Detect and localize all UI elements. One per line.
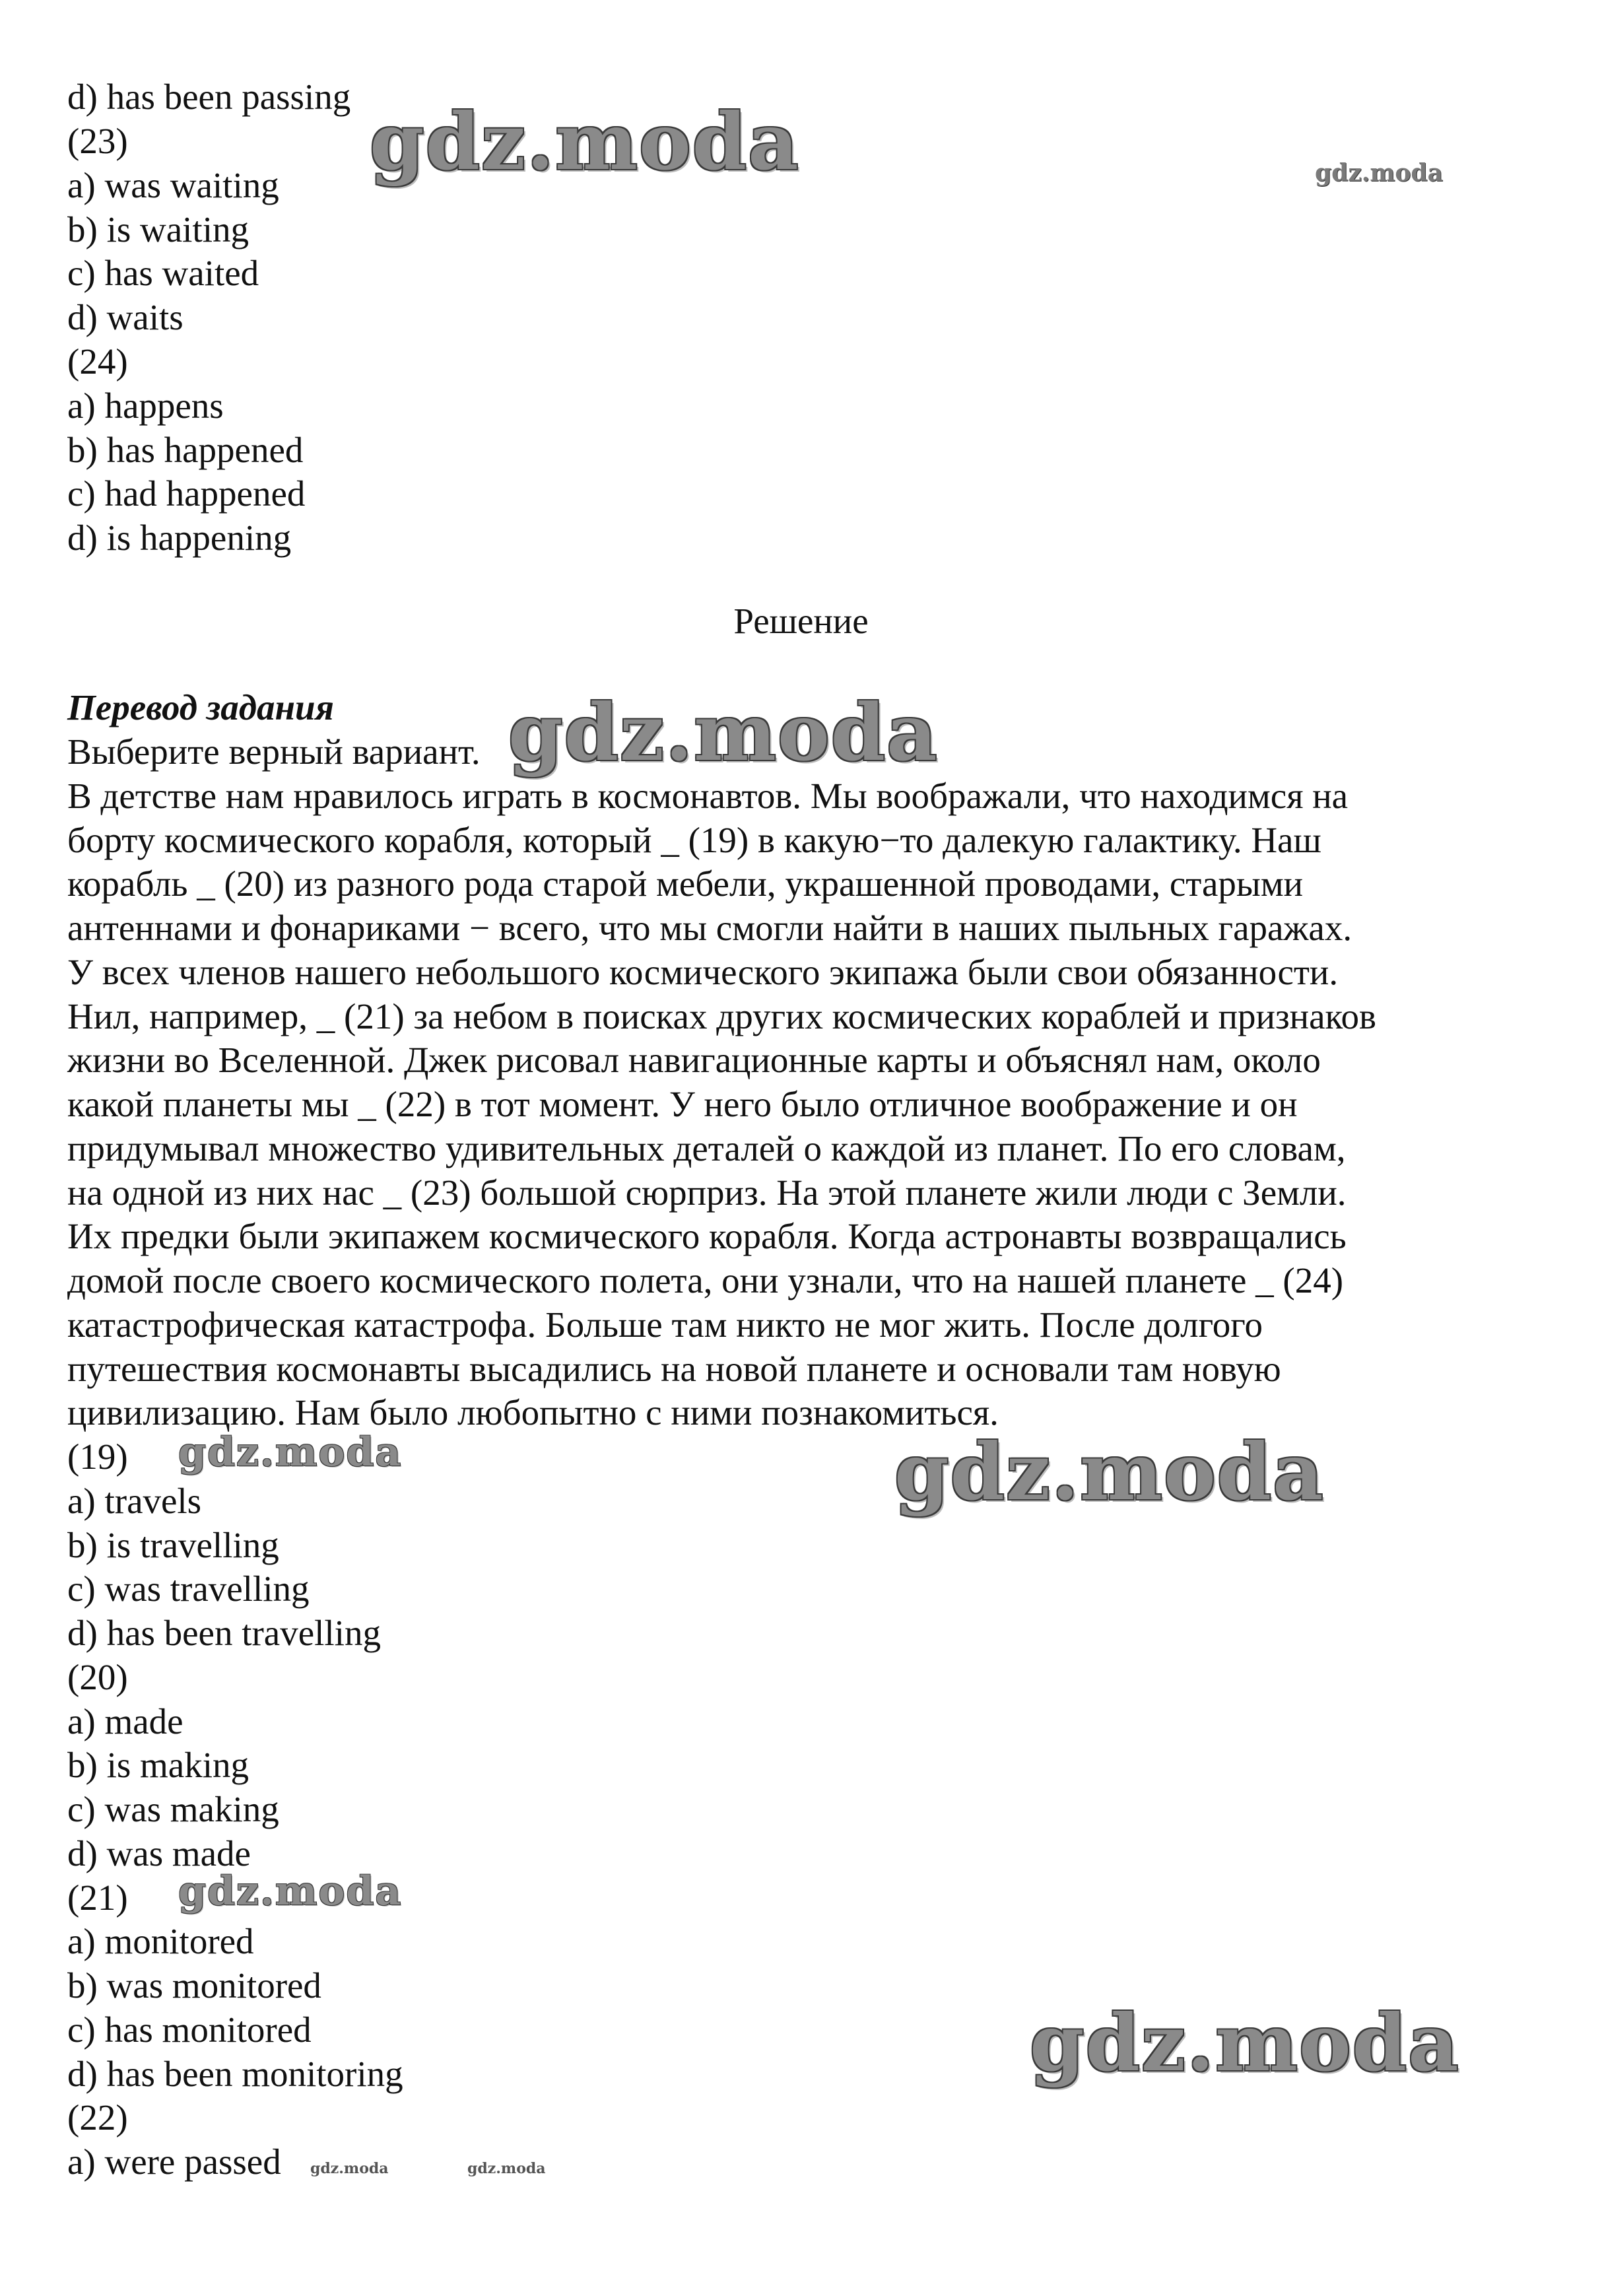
watermark-logo: gdz.moda (508, 687, 939, 778)
option-line: c) had happened (67, 473, 306, 514)
option-line: c) was making (67, 1789, 279, 1829)
watermark-logo: gdz.moda (1030, 1997, 1460, 2089)
paragraph-line: цивилизацию. Нам было любопытно с ними познакомиться. (67, 1392, 999, 1433)
paragraph-line: домой после своего космического полета, они узнали, что на нашей планете _ (24) (67, 1260, 1344, 1300)
question-number: (21) (67, 1877, 128, 1918)
paragraph-line: путешествия космонавты высадились на новой планете и основали там новую (67, 1349, 1281, 1389)
option-line: a) travels (67, 1481, 202, 1521)
option-line: c) has monitored (67, 2009, 312, 2050)
question-number: (24) (67, 341, 128, 382)
option-line: b) is waiting (67, 209, 249, 250)
paragraph-line: катастрофическая катастрофа. Больше там никто не мог жить. После долгого (67, 1304, 1263, 1345)
watermark-logo: gdz.moda (310, 2160, 389, 2177)
paragraph-line: Выберите верный вариант. (67, 731, 481, 772)
paragraph-line: Нил, например, _ (21) за небом в поисках других космических кораблей и признаков (67, 996, 1376, 1036)
paragraph-line: В детстве нам нравилось играть в космонавтов. Мы воображали, что находимся на (67, 776, 1349, 816)
option-line: c) was travelling (67, 1569, 310, 1609)
watermark-logo: gdz.moda (1315, 159, 1443, 187)
option-line: d) has been travelling (67, 1613, 381, 1653)
question-number: (22) (67, 2097, 128, 2138)
option-line: d) has been monitoring (67, 2054, 403, 2094)
option-line: d) is happening (67, 518, 292, 558)
paragraph-line: Их предки были экипажем космического корабля. Когда астронавты возвращались (67, 1216, 1347, 1256)
watermark-logo: gdz.moda (467, 2160, 546, 2177)
option-line: d) was made (67, 1833, 251, 1874)
watermark-logo: gdz.moda (894, 1426, 1325, 1518)
option-line: b) has happened (67, 430, 304, 470)
paragraph-line: У всех членов нашего небольшого космического экипажа были свои обязанности. (67, 952, 1339, 992)
paragraph-line: жизни во Вселенной. Джек рисовал навигационные карты и объяснял нам, около (67, 1040, 1321, 1080)
paragraph-line: корабль _ (20) из разного рода старой мебели, украшенной проводами, старыми (67, 863, 1304, 904)
option-line: b) is making (67, 1745, 249, 1785)
paragraph-line: антеннами и фонариками − всего, что мы смогли найти в наших пыльных гаражах. (67, 908, 1352, 948)
paragraph-line: на одной из них нас _ (23) большой сюрприз. На этой планете жили люди с Земли. (67, 1172, 1347, 1213)
option-line: d) waits (67, 297, 184, 337)
solution-heading: Решение (733, 601, 869, 641)
paragraph-line: борту космического корабля, который _ (19) в какую−то далекую галактику. Наш (67, 820, 1321, 860)
option-line: a) were passed (67, 2142, 281, 2182)
question-number: (20) (67, 1657, 128, 1697)
translation-heading: Перевод задания (67, 687, 334, 727)
option-line: a) monitored (67, 1921, 254, 1961)
option-line: a) made (67, 1701, 184, 1741)
option-line: c) has waited (67, 253, 259, 293)
watermark-logo: gdz.moda (178, 1429, 403, 1475)
option-line: b) was monitored (67, 1965, 321, 2006)
option-line: a) was waiting (67, 165, 279, 205)
paragraph-line: придумывал множество удивительных деталей о каждой из планет. По его словам, (67, 1128, 1346, 1168)
question-number: (23) (67, 121, 128, 161)
watermark-logo: gdz.moda (178, 1868, 403, 1914)
watermark-logo: gdz.moda (370, 96, 800, 187)
paragraph-line: какой планеты мы _ (22) в тот момент. У него было отличное воображение и он (67, 1084, 1298, 1124)
option-line: a) happens (67, 386, 224, 426)
option-line: b) is travelling (67, 1525, 279, 1565)
option-line: d) has been passing (67, 77, 351, 117)
question-number: (19) (67, 1436, 128, 1477)
